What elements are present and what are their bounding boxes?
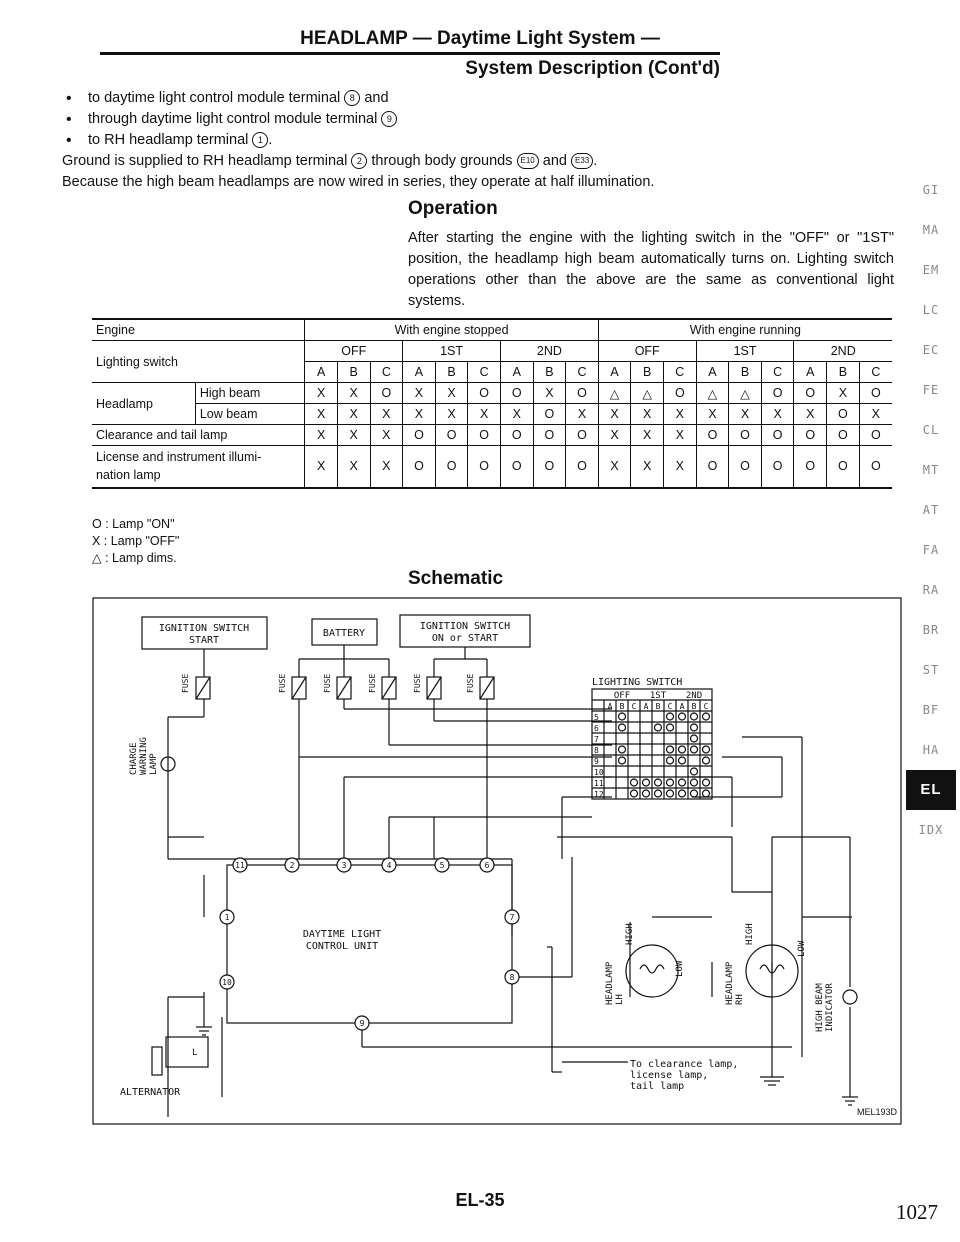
subposition-cell: C [761, 362, 794, 383]
engine-stopped-header: With engine stopped [305, 319, 598, 341]
table-cell: O [859, 425, 892, 446]
switch-contact [691, 790, 698, 797]
table-cell: X [435, 404, 468, 425]
svg-text:FUSE: FUSE [181, 673, 190, 693]
subposition-cell: C [664, 362, 697, 383]
table-cell: X [370, 446, 403, 488]
terminal-circle: 2 [351, 153, 367, 169]
page-footer: EL-35 [455, 1190, 505, 1210]
table-cell: X [435, 383, 468, 404]
svg-text:11: 11 [235, 861, 245, 870]
title-rule [100, 52, 720, 55]
subposition-cell: C [859, 362, 892, 383]
svg-text:DAYTIME LIGHT: DAYTIME LIGHT [302, 929, 382, 940]
switch-position-label: OFF [613, 691, 631, 701]
table-cell: O [859, 446, 892, 488]
table-cell: O [435, 446, 468, 488]
page-number: 1027 [896, 1200, 938, 1224]
table-cell: O [859, 383, 892, 404]
table-cell: X [664, 446, 697, 488]
svg-text:RH: RH [735, 994, 745, 1005]
table-cell: O [827, 446, 860, 488]
svg-text:2: 2 [289, 861, 295, 870]
table-cell: O [468, 383, 501, 404]
switch-row-label: 7 [594, 735, 599, 744]
subposition-cell: B [337, 362, 370, 383]
switch-contact [619, 713, 626, 720]
switch-sub-label: B [691, 702, 697, 711]
table-cell: O [696, 446, 729, 488]
table-cell: O [403, 425, 436, 446]
ignition-start-sub: START [188, 635, 220, 646]
table-cell: O [729, 446, 762, 488]
switch-sub-label: A [643, 702, 649, 711]
svg-text:FUSE: FUSE [278, 673, 287, 693]
switch-row-label: 10 [594, 768, 604, 777]
svg-text:6: 6 [484, 861, 490, 870]
switch-contact [691, 724, 698, 731]
table-cell: O [729, 425, 762, 446]
table-cell: X [631, 425, 664, 446]
switch-contact [679, 779, 686, 786]
svg-text:license lamp,: license lamp, [630, 1070, 709, 1081]
svg-text:FUSE: FUSE [466, 673, 475, 693]
section-tabs [906, 170, 956, 850]
table-cell: X [631, 404, 664, 425]
section-tab-bf[interactable]: BF [922, 703, 940, 717]
engine-running-header: With engine running [598, 319, 892, 341]
switch-sub-label: C [631, 702, 637, 711]
section-tab-br[interactable]: BR [922, 623, 940, 637]
table-cell: X [370, 425, 403, 446]
switch-contact [691, 768, 698, 775]
switch-contact [619, 724, 626, 731]
switch-contact [703, 757, 710, 764]
table-cell: X [500, 404, 533, 425]
schematic-diagram [92, 597, 902, 1125]
svg-text:10: 10 [222, 978, 232, 987]
subposition-cell: C [566, 362, 599, 383]
table-cell: X [468, 404, 501, 425]
switch-contact [655, 779, 662, 786]
lighting-switch-matrix [592, 689, 712, 799]
svg-text:HEADLAMP: HEADLAMP [725, 961, 735, 1005]
section-tab-ra[interactable]: RA [922, 583, 940, 597]
section-tab-cl[interactable]: CL [922, 423, 940, 437]
table-cell: O [500, 446, 533, 488]
table-cell: O [566, 383, 599, 404]
switch-contact [691, 713, 698, 720]
row-label: License and instrument illumi- nation lamp [92, 446, 305, 488]
switch-contact [631, 790, 638, 797]
bullet-item: • to RH headlamp terminal 1 . [62, 130, 862, 151]
section-tab-em[interactable]: EM [922, 263, 940, 277]
svg-text:7: 7 [509, 913, 515, 922]
table-row: Lighting switch OFF 1ST 2ND OFF 1ST 2ND [92, 341, 892, 362]
table-cell: O [533, 404, 566, 425]
svg-text:FUSE: FUSE [323, 673, 332, 693]
switch-contact [667, 724, 674, 731]
section-tab-mt[interactable]: MT [922, 463, 940, 477]
operation-heading: Operation [408, 198, 498, 219]
table-row [92, 319, 892, 341]
table-cell: X [305, 446, 338, 488]
table-cell: X [696, 404, 729, 425]
legend-item: △ : Lamp dims. [92, 551, 177, 565]
svg-text:HIGH BEAM: HIGH BEAM [815, 983, 825, 1032]
switch-contact [703, 779, 710, 786]
switch-position-label: 2ND [685, 691, 703, 701]
switch-sub-label: C [703, 702, 709, 711]
switch-row-label: 5 [594, 713, 599, 722]
svg-text:INDICATOR: INDICATOR [825, 983, 835, 1032]
page-title: HEADLAMP — Daytime Light System — [300, 28, 660, 49]
table-cell: X [664, 425, 697, 446]
high-beam-indicator-symbol [843, 990, 857, 1004]
schematic-heading: Schematic [408, 568, 504, 589]
section-tab-fe[interactable]: FE [922, 383, 940, 397]
switch-contact [703, 790, 710, 797]
table-cell: O [566, 425, 599, 446]
alternator-symbol [152, 1047, 162, 1075]
subposition-cell: B [729, 362, 762, 383]
table-cell: X [337, 425, 370, 446]
table-cell: O [827, 425, 860, 446]
legend [92, 516, 179, 567]
svg-text:LOW: LOW [675, 960, 685, 977]
table-cell: X [729, 404, 762, 425]
ground-sentence: Ground is supplied to RH headlamp terminal 2 through body grounds E10 and E33 . [62, 153, 598, 169]
subposition-cell: A [696, 362, 729, 383]
headlamp-lh-symbol [626, 945, 678, 997]
table-cell: X [403, 383, 436, 404]
table-cell: O [533, 425, 566, 446]
lighting-switch-title: LIGHTING SWITCH [592, 677, 683, 688]
switch-row-label: 6 [594, 724, 599, 733]
legend-item: X : Lamp "OFF" [92, 534, 180, 548]
table-cell: O [533, 446, 566, 488]
row-label: Clearance and tail lamp [92, 425, 305, 446]
svg-text:WARNING: WARNING [139, 737, 149, 775]
ignition-on-label: IGNITION SWITCH [419, 621, 511, 632]
svg-text:To clearance lamp,: To clearance lamp, [630, 1059, 739, 1070]
table-cell: O [370, 383, 403, 404]
table-cell: X [598, 425, 631, 446]
fuse-group [181, 645, 494, 707]
section-tab-gi[interactable]: GI [922, 183, 940, 197]
engine-label: Engine [92, 319, 305, 341]
table-cell: X [337, 383, 370, 404]
subposition-cell: A [500, 362, 533, 383]
subposition-cell: B [435, 362, 468, 383]
table-cell: O [761, 446, 794, 488]
section-tab-el[interactable]: EL [906, 770, 956, 810]
switch-contact [703, 746, 710, 753]
svg-text:4: 4 [386, 861, 392, 870]
table-cell: O [500, 425, 533, 446]
switch-sub-label: A [607, 702, 613, 711]
table-cell: X [370, 404, 403, 425]
terminal-circle: 9 [381, 111, 397, 127]
svg-text:3: 3 [341, 861, 347, 870]
row-label: High beam [195, 383, 304, 404]
table-row [92, 446, 892, 488]
ground-circle: E10 [517, 153, 539, 169]
alternator-label: ALTERNATOR [120, 1087, 181, 1098]
table-cell: X [403, 404, 436, 425]
switch-sub-label: B [655, 702, 661, 711]
terminal-circle: 8 [344, 90, 360, 106]
table-cell: X [598, 446, 631, 488]
switch-contact [691, 735, 698, 742]
svg-text:CHARGE: CHARGE [129, 742, 139, 775]
switch-contact [679, 757, 686, 764]
table-cell: △ [696, 383, 729, 404]
switch-contact [655, 790, 662, 797]
switch-row-label: 9 [594, 757, 599, 766]
table-cell: O [403, 446, 436, 488]
table-cell: O [696, 425, 729, 446]
switch-contact [655, 724, 662, 731]
switch-contact [679, 790, 686, 797]
subposition-cell: B [533, 362, 566, 383]
table-cell: △ [729, 383, 762, 404]
svg-text:LOW: LOW [797, 940, 807, 957]
table-row [92, 404, 892, 425]
switch-contact [631, 779, 638, 786]
operation-table [92, 318, 892, 489]
svg-text:5: 5 [439, 861, 445, 870]
switch-sub-label: B [619, 702, 625, 711]
subposition-cell: A [598, 362, 631, 383]
section-tab-ec[interactable]: EC [922, 343, 940, 357]
switch-contact [667, 790, 674, 797]
switch-position-label: 1ST [649, 691, 667, 701]
switch-contact [691, 746, 698, 753]
figure-code: MEL193D [856, 1107, 897, 1117]
switch-contact [703, 713, 710, 720]
subposition-cell: A [305, 362, 338, 383]
table-cell: X [337, 404, 370, 425]
table-cell: X [305, 383, 338, 404]
switch-sub-label: A [679, 702, 685, 711]
svg-text:8: 8 [509, 973, 515, 982]
table-cell: O [794, 446, 827, 488]
section-tab-lc[interactable]: LC [922, 303, 940, 317]
ground-symbols [196, 1027, 858, 1105]
svg-text:HIGH: HIGH [745, 923, 755, 945]
subposition-cell: C [468, 362, 501, 383]
table-cell: O [794, 383, 827, 404]
switch-row-label: 11 [594, 779, 604, 788]
bullet-item: • to daytime light control module terminal 8 and [62, 88, 862, 109]
table-cell: X [827, 383, 860, 404]
table-cell: O [566, 446, 599, 488]
svg-text:1: 1 [224, 913, 230, 922]
battery-label: BATTERY [322, 628, 366, 639]
section-tab-fa[interactable]: FA [922, 543, 940, 557]
schematic-frame [93, 598, 901, 1124]
switch-contact [691, 779, 698, 786]
subposition-cell: B [827, 362, 860, 383]
table-cell: X [794, 404, 827, 425]
subposition-cell: A [403, 362, 436, 383]
subposition-cell: C [370, 362, 403, 383]
switch-row-label: 8 [594, 746, 599, 755]
switch-contact [619, 757, 626, 764]
switch-contact [667, 779, 674, 786]
svg-text:tail lamp: tail lamp [630, 1081, 685, 1092]
table-cell: O [468, 446, 501, 488]
svg-text:HEADLAMP: HEADLAMP [605, 961, 615, 1005]
table-cell: X [566, 404, 599, 425]
table-row [92, 425, 892, 446]
switch-contact [667, 757, 674, 764]
switch-sub-label: C [667, 702, 673, 711]
system-description [62, 88, 862, 193]
ignition-on-sub: ON or START [431, 633, 499, 644]
svg-text:HIGH: HIGH [625, 923, 635, 945]
section-tab-ha[interactable]: HA [922, 743, 940, 757]
legend-item: O : Lamp "ON" [92, 517, 175, 531]
lighting-switch-label: Lighting switch [92, 341, 305, 383]
subposition-cell: A [794, 362, 827, 383]
table-cell: X [305, 425, 338, 446]
alternator-box [166, 1037, 208, 1067]
section-tab-at[interactable]: AT [922, 503, 940, 517]
operation-text: After starting the engine with the lighting switch in the "OFF" or "1ST" position, the headlamp high beam automatically turns on. Lighting switch operations other than the above are the same as conventional light systems. [408, 230, 894, 309]
table-cell: X [761, 404, 794, 425]
table-cell: O [794, 425, 827, 446]
table-cell: X [859, 404, 892, 425]
table-cell: X [533, 383, 566, 404]
series-sentence: Because the high beam headlamps are now wired in series, they operate at half illumination. [62, 174, 655, 190]
table-cell: O [500, 383, 533, 404]
switch-contact [619, 746, 626, 753]
switch-contact [679, 713, 686, 720]
table-row [92, 383, 892, 404]
table-cell: O [761, 425, 794, 446]
table-cell: X [631, 446, 664, 488]
svg-text:LH: LH [615, 994, 625, 1005]
table-cell: △ [631, 383, 664, 404]
bullet-item: • through daytime light control module terminal 9 [62, 109, 862, 130]
switch-contact [643, 779, 650, 786]
switch-contact [643, 790, 650, 797]
table-cell: X [664, 404, 697, 425]
subposition-cell: B [631, 362, 664, 383]
switch-row-label: 12 [594, 790, 604, 799]
svg-text:FUSE: FUSE [368, 673, 377, 693]
table-cell: O [664, 383, 697, 404]
svg-text:FUSE: FUSE [413, 673, 422, 693]
table-cell: X [337, 446, 370, 488]
wiring [168, 699, 852, 1117]
table-cell: X [598, 404, 631, 425]
table-cell: O [468, 425, 501, 446]
section-tab-idx[interactable]: IDX [918, 823, 944, 837]
switch-contact [679, 746, 686, 753]
svg-text:CONTROL UNIT: CONTROL UNIT [305, 941, 379, 952]
table-cell: X [305, 404, 338, 425]
table-cell: O [435, 425, 468, 446]
table-cell: △ [598, 383, 631, 404]
switch-contact [667, 713, 674, 720]
table-cell: O [827, 404, 860, 425]
ignition-start-label: IGNITION SWITCH [158, 623, 250, 634]
svg-text:9: 9 [359, 1019, 365, 1028]
svg-text:L: L [192, 1048, 198, 1058]
switch-contact [667, 746, 674, 753]
section-tab-ma[interactable]: MA [922, 223, 940, 237]
terminal-circle: 1 [252, 132, 268, 148]
section-tab-st[interactable]: ST [922, 663, 940, 677]
ground-circle: E33 [571, 153, 593, 169]
headlamp-label: Headlamp [92, 383, 195, 425]
svg-text:LAMP: LAMP [149, 753, 159, 775]
row-label: Low beam [195, 404, 304, 425]
page-subtitle: System Description (Cont'd) [465, 58, 720, 79]
table-cell: O [761, 383, 794, 404]
